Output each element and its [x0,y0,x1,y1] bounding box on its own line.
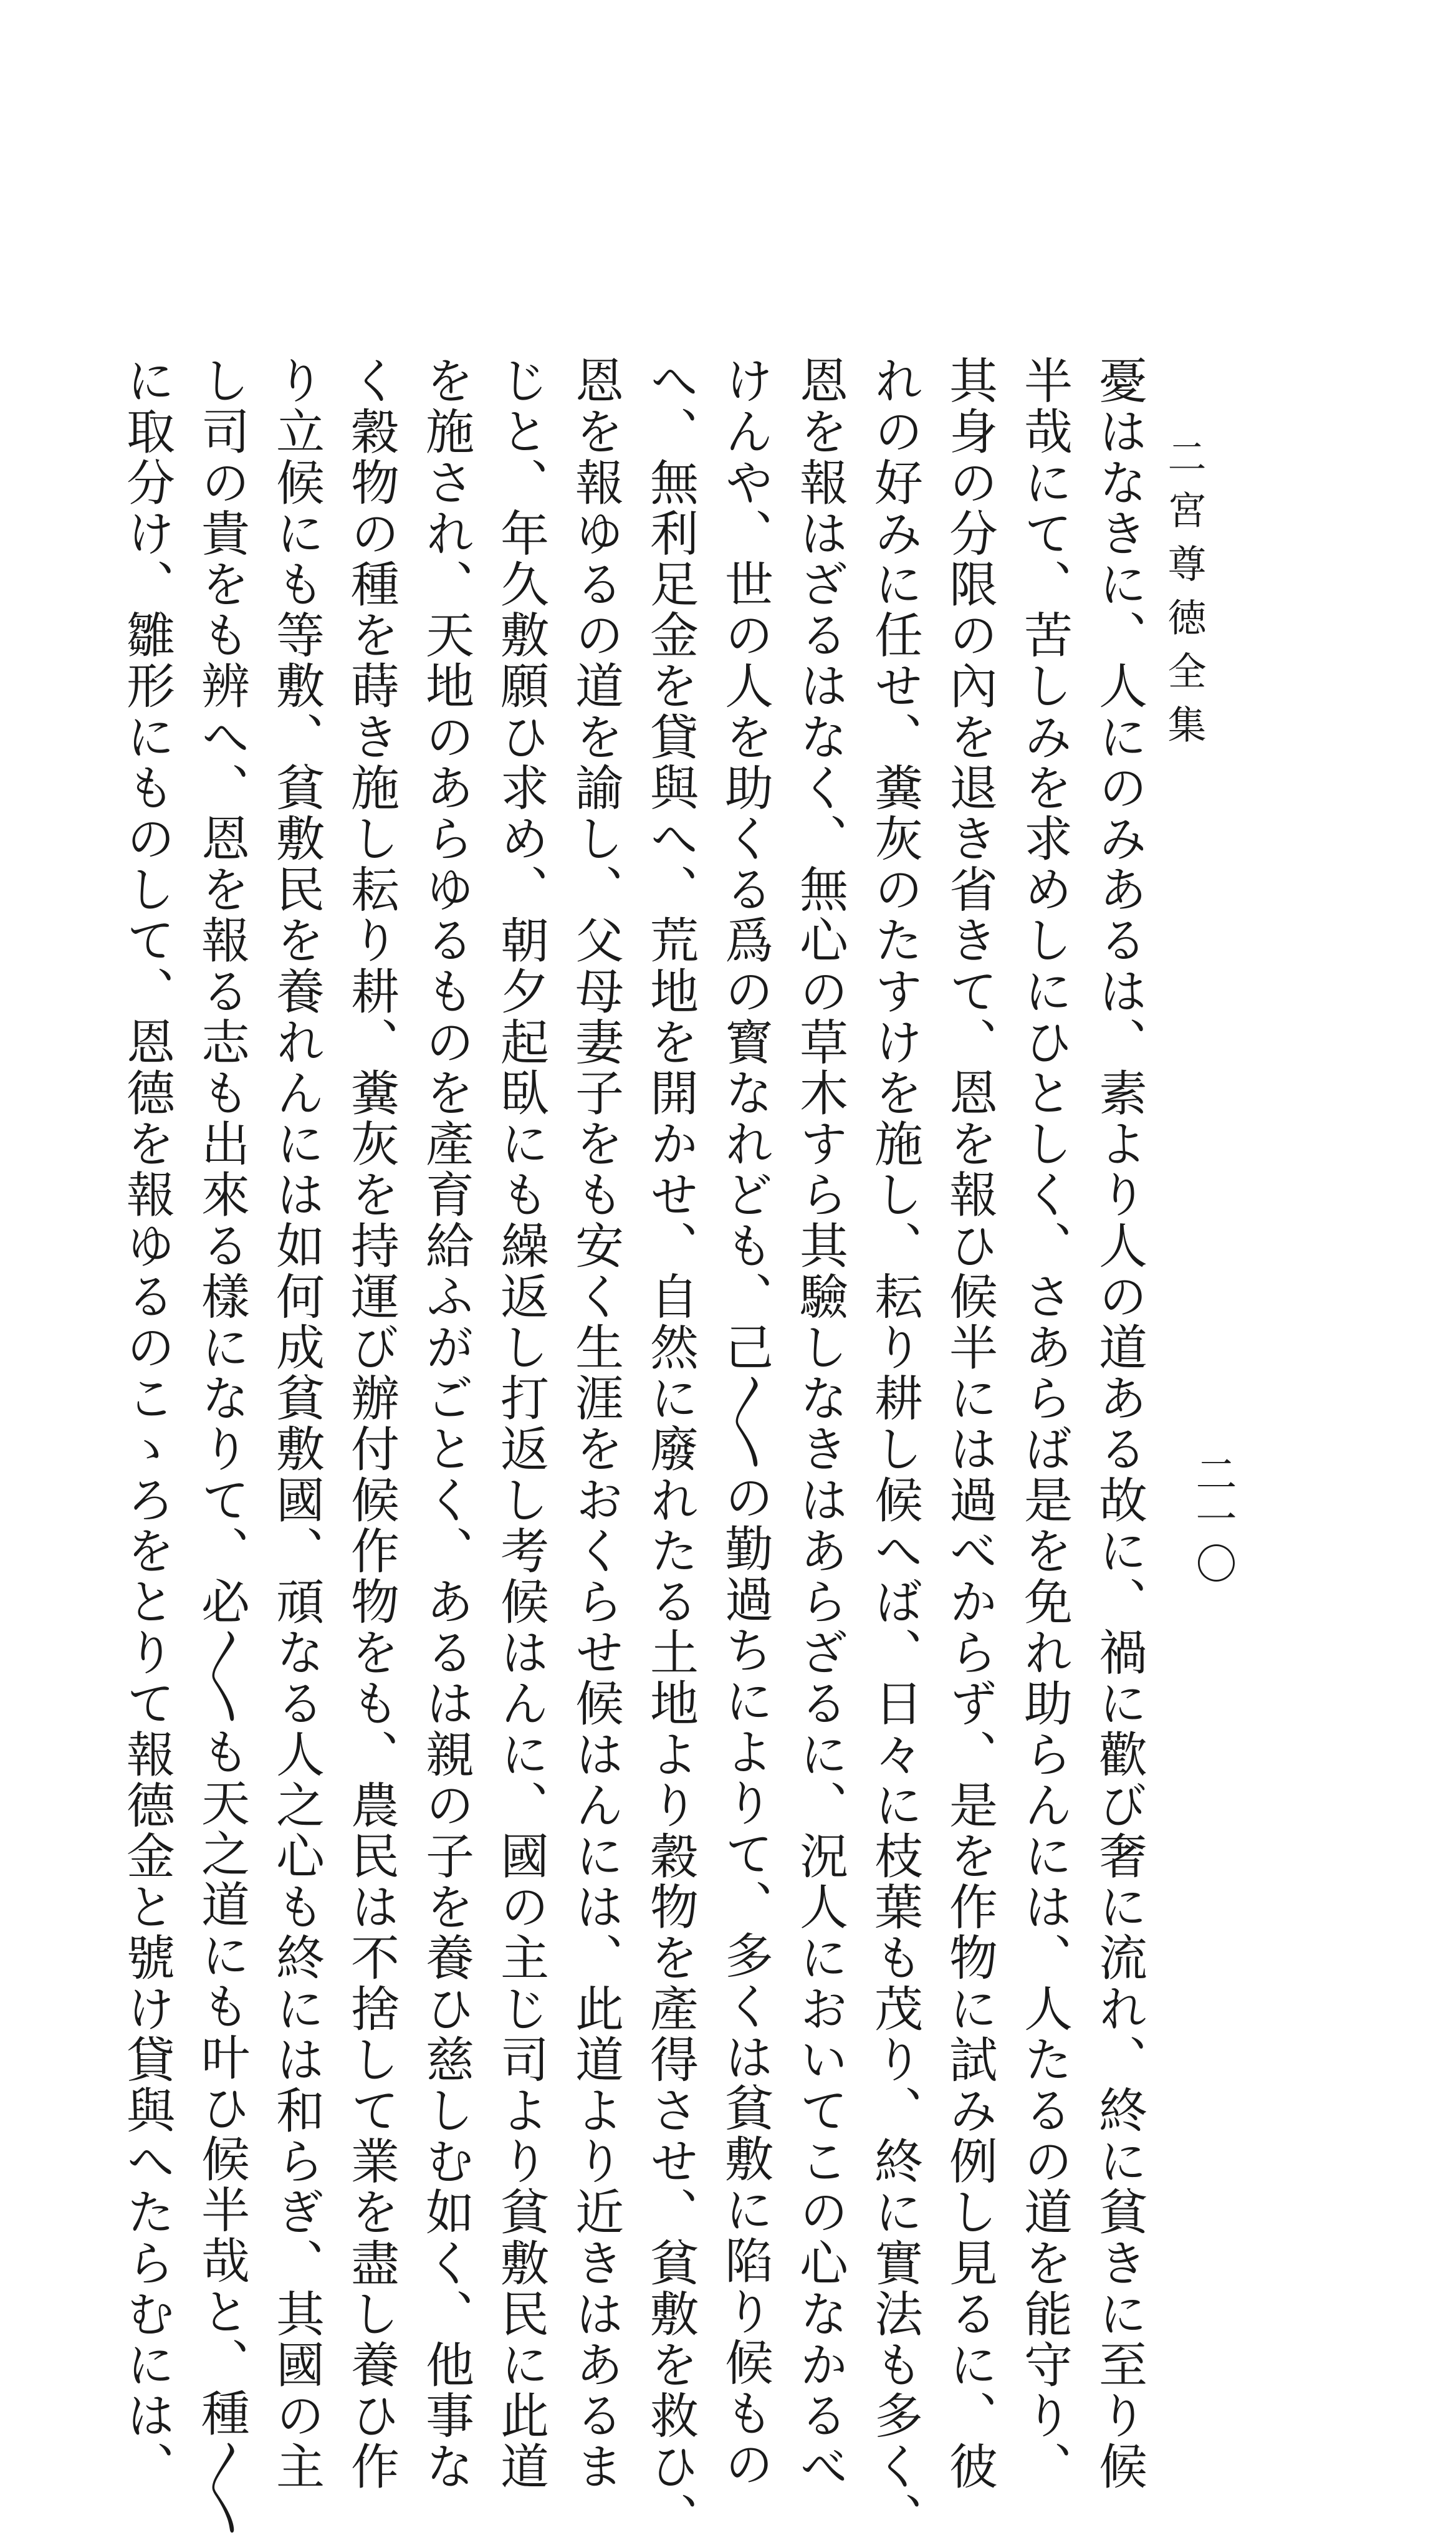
text-column: れの好みに任せ、糞灰のたすけを施し、耘り耕し候へば、日々に枝葉も茂り、終に實法も多く、 [866,355,922,2543]
text-column: じと、年久敷願ひ求め、朝夕起臥にも繰返し打返し考候はんに、國の主じ司より貧敷民に此道 [492,355,548,2493]
text-column: を施され、天地のあらゆるものを產育給ふがごとく、あるは親の子を養ひ慈しむ如く、他事な [418,355,474,2493]
text-column: く穀物の種を蒔き施し耘り耕、糞灰を持運び辦付候作物をも、農民は不捨して業を盡し養ひ作 [343,355,399,2493]
text-column: けんや、世の人を助くる爲の寳なれども、己〳〵の勤過ちによりて、多くは貧敷に陷り候もの [717,355,773,2490]
text-column: 恩を報はざるはなく、無心の草木すら其驗しなきはあらざるに、況人においてこの心なかるべ [792,355,848,2493]
text-column: 其身の分限の內を退き省きて、恩を報ひ候半には過べからず、是を作物に試み例し見るに、彼 [941,355,997,2493]
text-column: 恩を報ゆるの道を諭し、父母妻子をも安く生涯をおくらせ候はんには、此道より近きはあるま [567,355,623,2493]
text-column: 半哉にて、苦しみを求めしにひとしく、さあらば是を免れ助らんには、人たるの道を能守り、 [1016,355,1072,2493]
text-column: へ、無利足金を貸與へ、荒地を開かせ、自然に廢れたる土地より穀物を產得させ、貧敷を救ひ、 [642,355,698,2543]
text-column: 憂はなきに、人にのみあるは、素より人の道ある故に、禍に歡び奢に流れ、終に貧きに至り候 [1091,355,1147,2493]
text-column: に取分け、雛形にものして、恩德を報ゆるのこゝろをとりて報德金と號け貸與へたらむには、 [118,355,175,2493]
page-number: 二一〇 [1189,1453,1237,1587]
text-column: り立候にも等敷、貧敷民を養れんには如何成貧敷國、頑なる人之心も終には和らぎ、其國の主 [268,355,324,2493]
text-column: し司の貴をも辨へ、恩を報る志も出來る樣になりて、必〳〵も天之道にも叶ひ候半哉と、種〳〵 [193,355,249,2539]
running-header-title: 二宮尊徳全集 [1161,436,1207,758]
